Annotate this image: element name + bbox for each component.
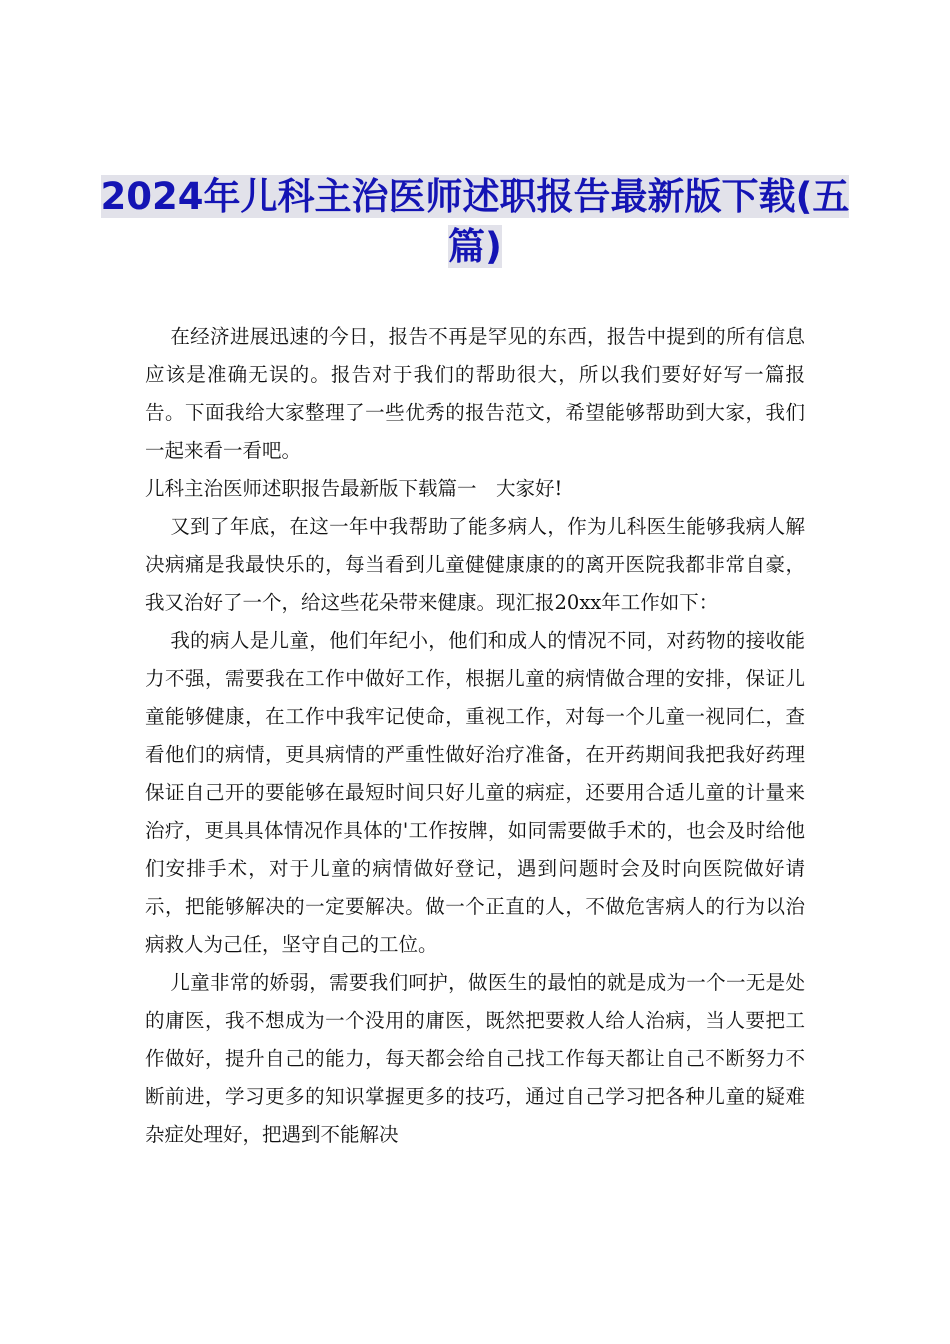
paragraph-year-end: 又到了年底，在这一年中我帮助了能多病人，作为儿科医生能够我病人解决病痛是我最快乐的，每当看到儿童健健康康的的离开医院我都非常自豪，我又治好了一个，给这些花朵带来健康。现汇报20xx年工作如下： (145, 515, 805, 614)
document-title-text: 2024年儿科主治医师述职报告最新版下载(五篇) (100, 175, 850, 268)
document-title (100, 172, 850, 272)
paragraph-patients: 我的病人是儿童，他们年纪小，他们和成人的情况不同，对药物的接收能力不强，需要我在工作中做好工作，根据儿童的病情做合理的安排，保证儿童能够健康，在工作中我牢记使命，重视工作，对每一个儿童一视同仁，查看他们的病情，更具病情的严重性做好治疗准备，在开药期间我把我好药理保证自己开的要能够在最短时间只好儿童的病症，还要用合适儿童的计量来治疗，更具具体情况作具体的'工作按牌，如同需要做手术的，也会及时给他们安排手术，对于儿童的病情做好登记，遇到问题时会及时向医院做好请示，把能够解决的一定要解决。做一个正直的人，不做危害病人的行为以治病救人为己任，坚守自己的工位。 (145, 629, 805, 956)
paragraph-section-heading: 儿科主治医师述职报告最新版下载篇一 大家好! (145, 477, 563, 500)
paragraph-children-care: 儿童非常的娇弱，需要我们呵护，做医生的最怕的就是成为一个一无是处的庸医，我不想成为一个没用的庸医，既然把要救人给人治病，当人要把工作做好，提升自己的能力，每天都会给自己找工作每天都让自己不断努力不断前进，学习更多的知识掌握更多的技巧，通过自己学习把各种儿童的疑难杂症处理好，把遇到不能解决 (145, 971, 805, 1146)
paragraph-intro: 在经济进展迅速的今日，报告不再是罕见的东西，报告中提到的所有信息应该是准确无误的。报告对于我们的帮助很大，所以我们要好好写一篇报告。下面我给大家整理了一些优秀的报告范文，希望能够帮助到大家，我们一起来看一看吧。 (145, 325, 805, 462)
document-body (145, 318, 805, 1154)
